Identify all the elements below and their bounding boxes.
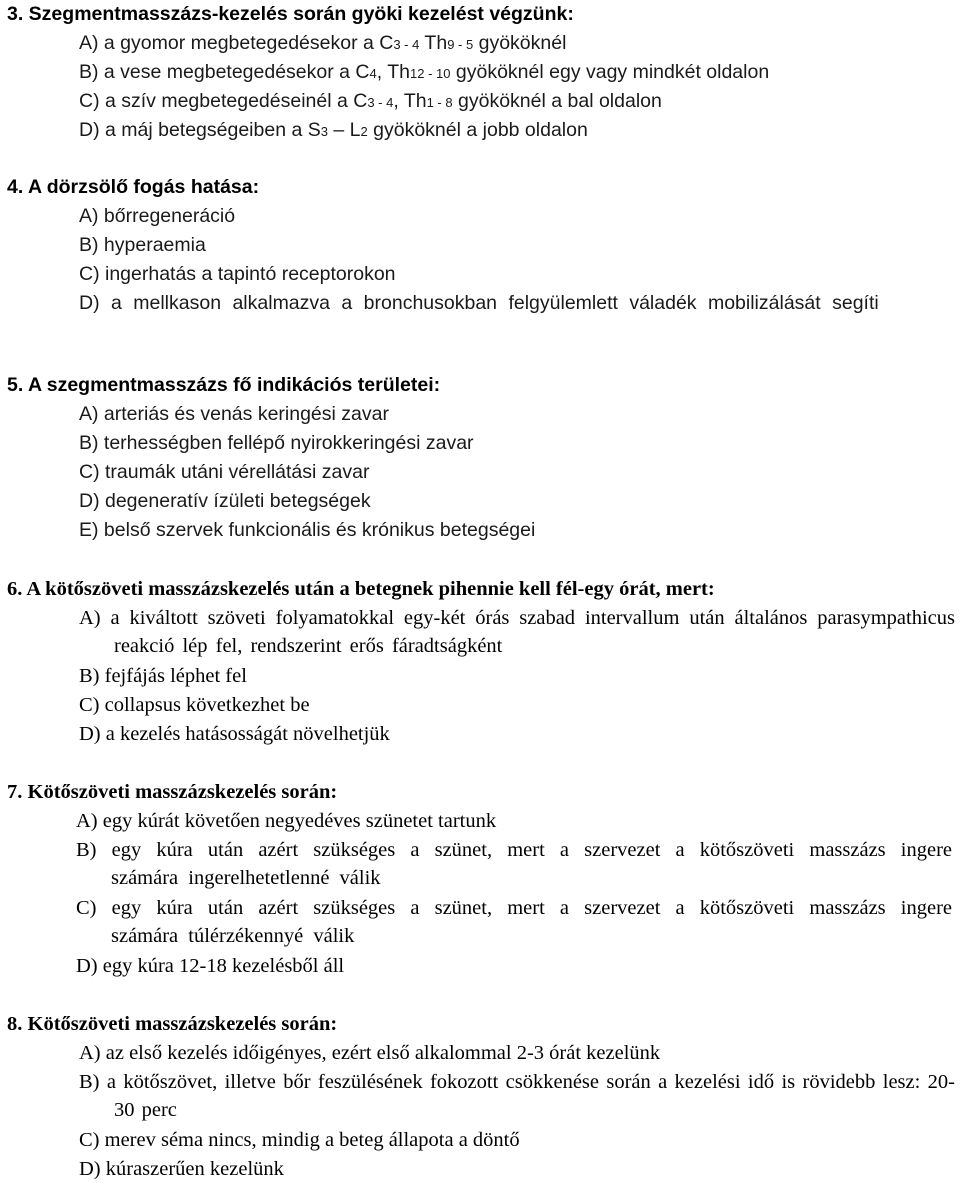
question-3-title: 3. Szegmentmasszázs-kezelés során gyöki kezelést végzünk:	[7, 3, 574, 25]
option-text: , Th	[393, 90, 427, 112]
option-text: , Th	[376, 61, 410, 83]
question-7-option-b: B) egy kúra után azért szükséges a szünet, mert a szervezet a kötőszöveti masszázs ingere számára ingerelhetetlenné válik	[76, 839, 952, 889]
question-8-option-d: D) kúraszerűen kezelünk	[79, 1158, 284, 1180]
option-text: C) a szív megbetegedéseinél a C	[79, 90, 368, 112]
question-8-title: 8. Kötőszöveti masszázskezelés során:	[7, 1013, 338, 1035]
option-text: gyököknél a bal oldalon	[452, 90, 662, 112]
option-text: B) a vese megbetegedésekor a C	[79, 61, 370, 83]
option-text: A) a gyomor megbetegedésekor a C	[79, 32, 394, 54]
question-7-title: 7. Kötőszöveti masszázskezelés során:	[7, 781, 338, 803]
question-7-option-d: D) egy kúra 12-18 kezelésből áll	[76, 955, 345, 977]
option-subscript: 12 - 10	[410, 66, 451, 81]
question-4-option-a: A) bőrregeneráció	[79, 205, 236, 227]
question-5-option-a: A) arteriás és venás keringési zavar	[79, 403, 389, 425]
option-text: D) a máj betegségeiben a S	[79, 119, 321, 141]
option-text: gyököknél a jobb oldalon	[367, 119, 588, 141]
question-4-option-b: B) hyperaemia	[79, 234, 206, 256]
question-7-option-c: C) egy kúra után azért szükséges a szünet, mert a szervezet a kötőszöveti masszázs ingere számára túlérzékennyé válik	[76, 897, 952, 947]
question-5-option-c: C) traumák utáni vérellátási zavar	[79, 461, 370, 483]
question-3-option-b	[79, 58, 955, 88]
option-text: – L	[327, 119, 361, 141]
question-4-title: 4. A dörzsölő fogás hatása:	[7, 176, 260, 198]
option-subscript: 3 - 4	[367, 95, 394, 110]
option-subscript: 2	[360, 124, 368, 139]
question-6-option-c: C) collapsus következhet be	[79, 694, 310, 716]
question-8-option-a: A) az első kezelés időigényes, ezért első alkalommal 2-3 órát kezelünk	[79, 1042, 661, 1064]
question-5-option-e: E) belső szervek funkcionális és krónikus betegségei	[79, 519, 536, 541]
question-6-option-b: B) fejfájás léphet fel	[79, 665, 247, 687]
question-3-option-d	[79, 116, 955, 146]
option-subscript: 3	[320, 124, 328, 139]
question-8-option-b: B) a kötőszövet, illetve bőr feszülésének fokozott csökkenése során a kezelési idő is rövidebb lesz: 20-30 perc	[79, 1071, 955, 1121]
option-subscript: 1 - 8	[426, 95, 453, 110]
question-3-option-a	[79, 29, 955, 59]
option-subscript: 9 - 5	[447, 37, 474, 52]
question-5-title: 5. A szegmentmasszázs fő indikációs területei:	[7, 374, 441, 396]
question-4-option-d: D) a mellkason alkalmazva a bronchusokban felgyülemlett váladék mobilizálását segíti	[79, 292, 879, 314]
question-5-option-d: D) degeneratív ízületi betegségek	[79, 490, 371, 512]
option-subscript: 3 - 4	[393, 37, 420, 52]
question-4-option-c: C) ingerhatás a tapintó receptorokon	[79, 263, 396, 285]
option-text: gyököknél egy vagy mindkét oldalon	[450, 61, 770, 83]
option-text: Th	[419, 32, 448, 54]
question-8-option-c: C) merev séma nincs, mindig a beteg állapota a döntő	[79, 1129, 520, 1151]
question-6-title: 6. A kötőszöveti masszázskezelés után a betegnek pihennie kell fél-egy órát, mert:	[7, 578, 715, 600]
option-text: gyököknél	[473, 32, 567, 54]
question-6-option-d: D) a kezelés hatásosságát növelhetjük	[79, 723, 390, 745]
question-5-option-b: B) terhességben fellépő nyirokkeringési zavar	[79, 432, 474, 454]
option-subscript: 4	[369, 66, 377, 81]
question-7-option-a: A) egy kúrát követően negyedéves szünetet tartunk	[76, 810, 497, 832]
question-3-option-c	[79, 87, 955, 117]
question-6-option-a: A) a kiváltott szöveti folyamatokkal egy-két órás szabad intervallum után általános parasympathicus reakció lép fel, rendszerint erős fáradtságként	[79, 607, 955, 657]
